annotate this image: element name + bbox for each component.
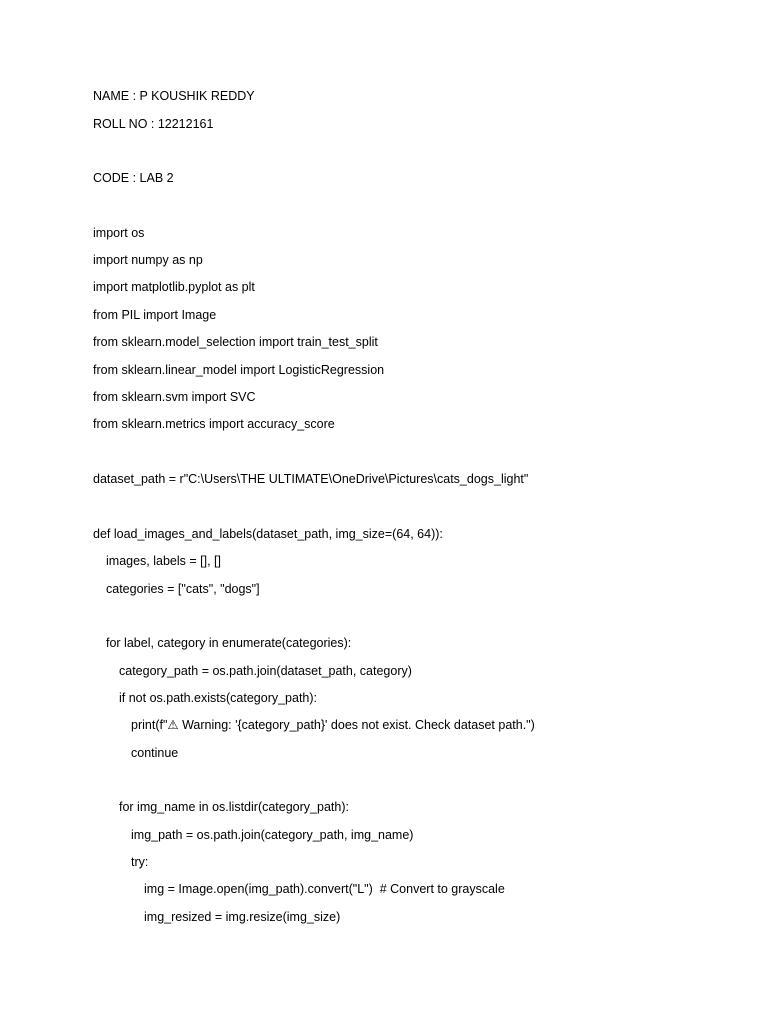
code-line: import matplotlib.pyplot as plt — [93, 280, 255, 294]
code-line: try: — [131, 855, 149, 869]
code-line: images, labels = [], [] — [106, 554, 221, 568]
code-line: from sklearn.model_selection import train_test_split — [93, 335, 378, 349]
code-line: img_path = os.path.join(category_path, img_name) — [131, 828, 414, 842]
code-line: if not os.path.exists(category_path): — [119, 691, 318, 705]
code-line: from PIL import Image — [93, 308, 217, 322]
roll-number: ROLL NO : 12212161 — [93, 117, 214, 131]
code-line: category_path = os.path.join(dataset_path, category) — [119, 664, 412, 678]
code-line: categories = ["cats", "dogs"] — [106, 582, 260, 596]
code-line: for label, category in enumerate(categories): — [106, 636, 352, 650]
code-line: import os — [93, 226, 145, 240]
code-line: img = Image.open(img_path).convert("L") # Convert to grayscale — [144, 882, 505, 896]
student-name: NAME : P KOUSHIK REDDY — [93, 89, 255, 103]
code-line: continue — [131, 746, 179, 760]
code-line: from sklearn.svm import SVC — [93, 390, 256, 404]
code-line: def load_images_and_labels(dataset_path, img_size=(64, 64)): — [93, 527, 443, 541]
code-line: img_resized = img.resize(img_size) — [144, 910, 341, 924]
code-line: from sklearn.linear_model import LogisticRegression — [93, 363, 385, 377]
code-line: print(f"⚠ Warning: '{category_path}' does not exist. Check dataset path.") — [131, 718, 535, 732]
code-line: from sklearn.metrics import accuracy_score — [93, 417, 335, 431]
code-line: dataset_path = r"C:\Users\THE ULTIMATE\OneDrive\Pictures\cats_dogs_light" — [93, 472, 529, 486]
code-line: import numpy as np — [93, 253, 203, 267]
code-title: CODE : LAB 2 — [93, 171, 174, 185]
code-line: for img_name in os.listdir(category_path): — [119, 800, 349, 814]
